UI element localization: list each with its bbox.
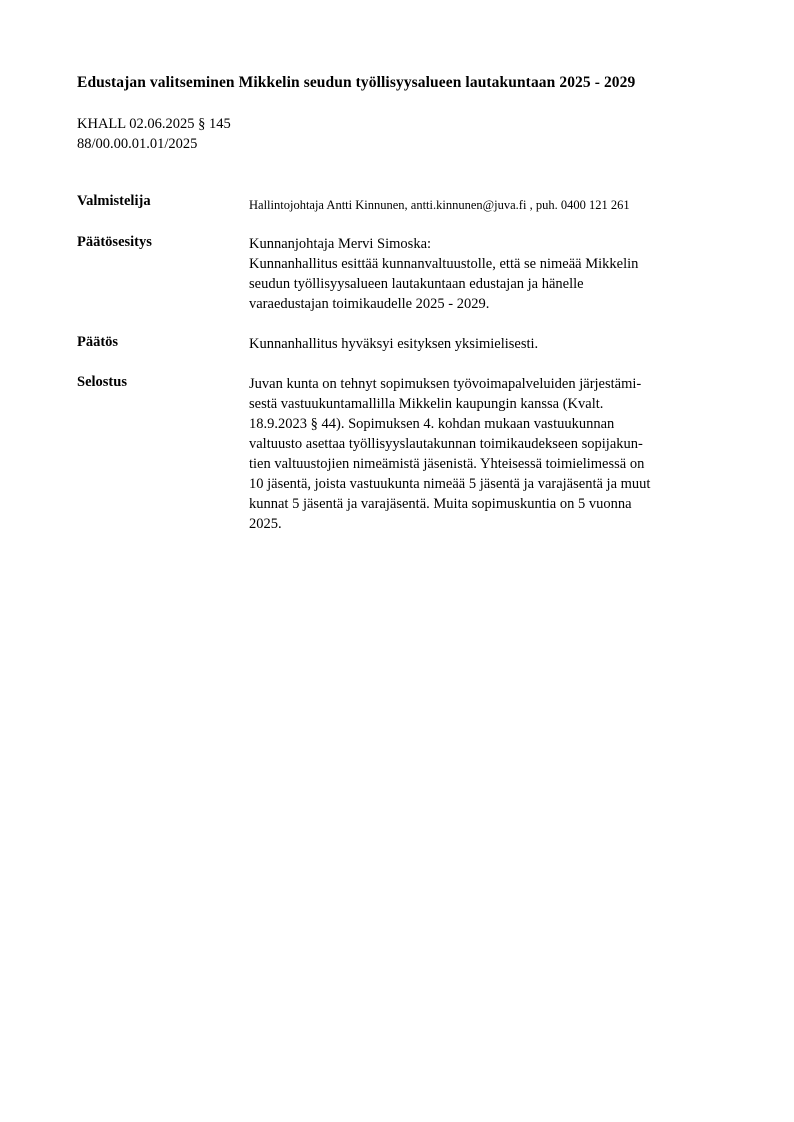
body-line: sestä vastuukuntamallilla Mikkelin kaupungin kanssa (Kvalt. [249, 396, 604, 412]
body-line: 18.9.2023 § 44). Sopimuksen 4. kohdan mukaan vastuukunnan [249, 416, 615, 432]
body-line: valtuusto asettaa työllisyyslautakunnan toimikaudekseen sopijakun- [249, 436, 643, 452]
section-body [249, 234, 739, 314]
body-line: seudun työllisyysalueen lautakuntaan edustajan ja hänelle [249, 276, 584, 292]
section-label: Päätösesitys [77, 234, 152, 250]
body-line: varaedustajan toimikaudelle 2025 - 2029. [249, 296, 490, 312]
case-number: 88/00.00.01.01/2025 [77, 136, 198, 152]
meeting-reference: KHALL 02.06.2025 § 145 [77, 116, 231, 132]
body-line: kunnat 5 jäsentä ja varajäsentä. Muita sopimuskuntia on 5 vuonna [249, 496, 632, 512]
body-line: Kunnanhallitus hyväksyi esityksen yksimielisesti. [249, 336, 539, 352]
document-title: Edustajan valitseminen Mikkelin seudun työllisyysalueen lautakuntaan 2025 - 2029 [77, 74, 636, 91]
section-body [249, 195, 739, 215]
body-line: 10 jäsentä, joista vastuukunta nimeää 5 jäsentä ja varajäsentä ja muut [249, 476, 651, 492]
body-line: Kunnanjohtaja Mervi Simoska: [249, 236, 432, 252]
body-line: 2025. [249, 516, 282, 532]
section-label: Päätös [77, 334, 119, 350]
section-body [249, 374, 739, 534]
body-line: tien valtuustojien nimeämistä jäsenistä. Yhteisessä toimielimessä on [249, 456, 645, 472]
section-label: Selostus [77, 374, 127, 390]
section-body [249, 334, 739, 354]
body-line: Juvan kunta on tehnyt sopimuksen työvoimapalveluiden järjestämi- [249, 376, 642, 392]
body-line: Kunnanhallitus esittää kunnanvaltuustolle, että se nimeää Mikkelin [249, 256, 639, 272]
body-line: Hallintojohtaja Antti Kinnunen, antti.kinnunen@juva.fi , puh. 0400 121 261 [249, 198, 630, 212]
section-label: Valmistelija [77, 193, 151, 209]
